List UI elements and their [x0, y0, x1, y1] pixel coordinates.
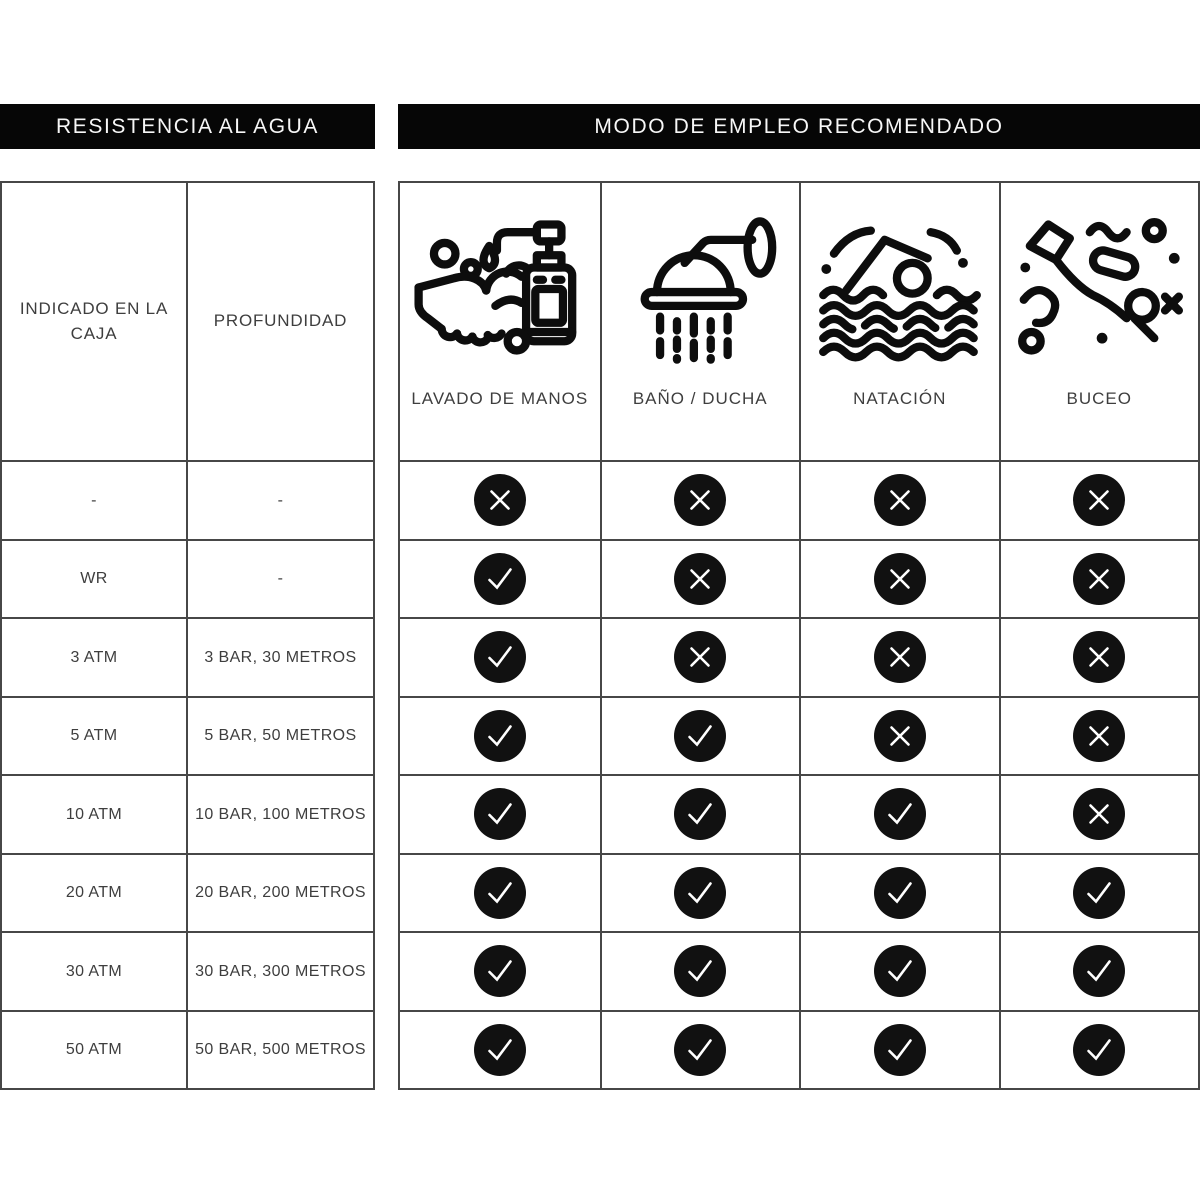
column-header-lavado — [400, 183, 600, 460]
check-icon — [674, 1024, 726, 1076]
mark-cell — [600, 931, 800, 1010]
mark-cell — [400, 539, 600, 618]
check-icon — [474, 945, 526, 997]
icon-label-lavado: LAVADO DE MANOS — [411, 389, 589, 408]
profundidad-cell: 50 BAR, 500 METROS — [186, 1010, 373, 1089]
cross-icon — [674, 474, 726, 526]
usage-table — [398, 181, 1200, 1090]
right-header-title: MODO DE EMPLEO RECOMENDADO — [594, 114, 1004, 138]
column-header-buceo — [999, 183, 1199, 460]
handwash-icon — [414, 205, 586, 373]
icon-label-natacion: NATACIÓN — [853, 389, 947, 408]
mark-cell — [600, 853, 800, 932]
caja-cell: 5 ATM — [2, 696, 186, 775]
column-header-profundidad: PROFUNDIDAD — [186, 183, 373, 460]
swimming-icon — [814, 205, 986, 373]
mark-cell — [799, 931, 999, 1010]
check-icon — [874, 1024, 926, 1076]
left-header-title: RESISTENCIA AL AGUA — [55, 114, 320, 138]
profundidad-cell: 5 BAR, 50 METROS — [186, 696, 373, 775]
check-icon — [674, 867, 726, 919]
caja-cell: 50 ATM — [2, 1010, 186, 1089]
cross-icon — [1073, 710, 1125, 762]
cross-icon — [874, 474, 926, 526]
mark-cell — [999, 539, 1199, 618]
check-icon — [474, 631, 526, 683]
check-icon — [474, 867, 526, 919]
column-header-caja: INDICADO EN LA CAJA — [19, 298, 169, 343]
mark-cell — [799, 539, 999, 618]
profundidad-cell: 30 BAR, 300 METROS — [186, 931, 373, 1010]
shower-icon — [614, 205, 786, 373]
mark-cell — [999, 853, 1199, 932]
mark-cell — [999, 696, 1199, 775]
profundidad-cell: - — [186, 460, 373, 539]
cross-icon — [874, 553, 926, 605]
mark-cell — [400, 853, 600, 932]
mark-cell — [600, 460, 800, 539]
caja-cell: 10 ATM — [2, 774, 186, 853]
check-icon — [1073, 945, 1125, 997]
cross-icon — [874, 631, 926, 683]
mark-cell — [600, 617, 800, 696]
mark-cell — [400, 617, 600, 696]
mark-cell — [999, 460, 1199, 539]
mark-cell — [400, 460, 600, 539]
mark-cell — [600, 1010, 800, 1089]
cross-icon — [1073, 553, 1125, 605]
caja-cell: - — [2, 460, 186, 539]
mark-cell — [799, 696, 999, 775]
mark-cell — [400, 774, 600, 853]
check-icon — [474, 1024, 526, 1076]
check-icon — [874, 867, 926, 919]
mark-cell — [799, 617, 999, 696]
mark-cell — [799, 1010, 999, 1089]
check-icon — [874, 945, 926, 997]
diving-icon — [1013, 205, 1185, 373]
mark-cell — [999, 1010, 1199, 1089]
check-icon — [674, 945, 726, 997]
cross-icon — [1073, 788, 1125, 840]
cross-icon — [1073, 631, 1125, 683]
check-icon — [1073, 1024, 1125, 1076]
right-section-header — [398, 104, 1200, 149]
resistance-table — [0, 181, 375, 1090]
caja-cell: 30 ATM — [2, 931, 186, 1010]
cross-icon — [674, 631, 726, 683]
mark-cell — [400, 1010, 600, 1089]
caja-cell: 3 ATM — [2, 617, 186, 696]
profundidad-cell: - — [186, 539, 373, 618]
caja-cell: 20 ATM — [2, 853, 186, 932]
profundidad-cell: 20 BAR, 200 METROS — [186, 853, 373, 932]
caja-cell: WR — [2, 539, 186, 618]
left-section-header — [0, 104, 375, 149]
cross-icon — [474, 474, 526, 526]
profundidad-cell: 3 BAR, 30 METROS — [186, 617, 373, 696]
column-header-natacion — [799, 183, 999, 460]
cross-icon — [1073, 474, 1125, 526]
profundidad-cell: 10 BAR, 100 METROS — [186, 774, 373, 853]
mark-cell — [600, 696, 800, 775]
check-icon — [874, 788, 926, 840]
cross-icon — [674, 553, 726, 605]
check-icon — [1073, 867, 1125, 919]
mark-cell — [999, 617, 1199, 696]
mark-cell — [400, 931, 600, 1010]
mark-cell — [799, 774, 999, 853]
check-icon — [474, 710, 526, 762]
icon-label-buceo: BUCEO — [1066, 389, 1132, 408]
mark-cell — [799, 853, 999, 932]
check-icon — [474, 553, 526, 605]
icon-label-ducha: BAÑO / DUCHA — [632, 389, 768, 408]
mark-cell — [600, 774, 800, 853]
mark-cell — [799, 460, 999, 539]
check-icon — [674, 710, 726, 762]
mark-cell — [999, 774, 1199, 853]
check-icon — [674, 788, 726, 840]
column-header-ducha — [600, 183, 800, 460]
mark-cell — [999, 931, 1199, 1010]
check-icon — [474, 788, 526, 840]
mark-cell — [600, 539, 800, 618]
cross-icon — [874, 710, 926, 762]
mark-cell — [400, 696, 600, 775]
